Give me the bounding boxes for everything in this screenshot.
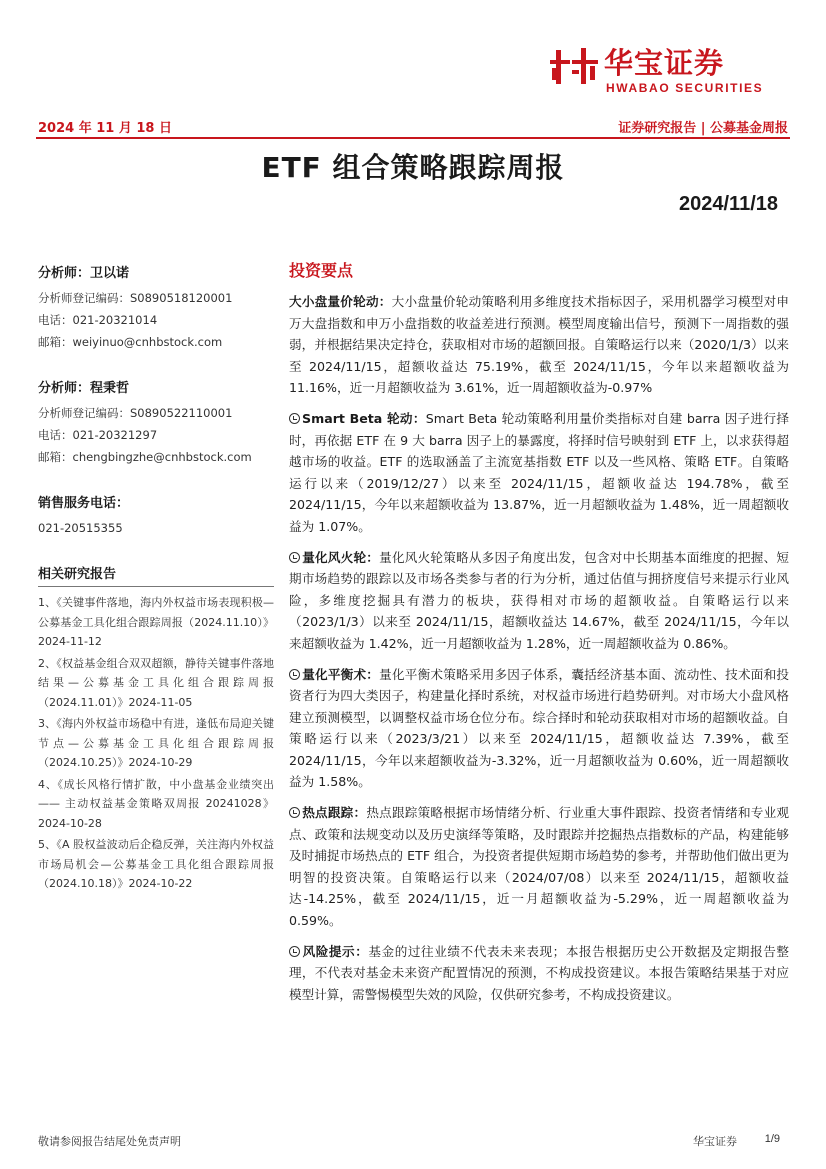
footer-brand: 华宝证券 [693,1135,737,1148]
analyst-reg: 分析师登记编码：S0890522110001 [38,406,233,420]
header-date: 2024 年 11 月 18 日 [38,121,172,136]
related-reports-title: 相关研究报告 [38,563,274,587]
related-report-item: 2、《权益基金组合双双超额，静待关键事件落地结果—公募基金工具化组合跟踪周报（2024.11.01）》2024-11-05 [38,656,274,709]
sales-phone: 021-20515355 [38,521,123,535]
key-point-paragraph [289,547,789,655]
footer-disclaimer: 敬请参阅报告结尾处免责声明 [38,1135,181,1148]
checkmark-bullet-icon [289,413,300,424]
sales-label: 销售服务电话： [38,496,130,511]
key-point-body: 量化平衡术策略采用多因子体系，囊括经济基本面、流动性、技术面和投资者行为四大类因子，构建量化择时系统，对权益市场进行趋势研判。对市场大小盘风格建立预测模型，以调整权益市场仓位分布。综合择时和轮动获取相对市场的超额收益。自策略运行以来（2023/3/21）以来至 2024/11/15，超额收益达 7.39%，截至 2024/11/15，今年以来超额收益为-3.32%，近一月超额收益为 0.60%，近一周超额收益为 1.58%。 [289,666,790,790]
analyst-name: 分析师：卫以诺 [38,266,130,281]
key-point-heading: 热点跟踪： [302,805,367,821]
analyst-reg: 分析师登记编码：S0890518120001 [38,291,233,305]
sidebar [38,262,274,896]
page-title: ETF 组合策略跟踪周报 [261,151,565,184]
analyst-phone: 电话：021-20321297 [38,428,158,442]
analyst-email: 邮箱：weiyinuo@cnhbstock.com [38,335,223,349]
key-point-paragraph [289,291,789,399]
report-date: 2024/11/18 [679,193,778,215]
logo-text-en: HWABAO SECURITIES [606,81,764,95]
section-title: 投资要点 [289,261,354,280]
analyst-phone: 电话：021-20321014 [38,313,158,327]
key-point-body: 热点跟踪策略根据市场情绪分析、行业重大事件跟踪、投资者情绪和专业观点、政策和法规变动以及历史演绎等策略，及时跟踪并挖掘热点指数标的产品，构建能够及时捕捉市场热点的 ETF 组合，为投资者提供短期市场趋势的参考，并帮助他们做出更为明智的投资决策。自策略运行以来（2024/07/08）以来至 2024/11/15，超额收益达-14.25%，截至 2024/11/15，近一月超额收益为-5.29%，近一周超额收益为 0.59%。 [289,805,790,929]
key-point-paragraph [289,802,789,932]
report-tags: 证券研究报告 | 公募基金周报 [618,121,788,136]
key-point-heading: 量化平衡术： [302,666,380,682]
company-logo [548,44,788,96]
logo-text-cn: 华宝证券 [604,46,725,80]
related-report-item: 5、《A 股权益波动后企稳反弹，关注海内外权益市场局机会—公募基金工具化组合跟踪周报（2024.10.18）》2024-10-22 [38,838,274,890]
analyst-block [38,377,274,468]
key-point-body: 基金的过往业绩不代表未来表现；本报告根据历史公开数据及定期报告整理，不代表对基金未来资产配置情况的预测，不构成投资建议。本报告策略结果基于对应模型计算，需警惕模型失效的风险，仅供研究参考，不构成投资建议。 [289,943,790,1002]
analyst-email: 邮箱：chengbingzhe@cnhbstock.com [38,450,252,464]
key-point-body: 量化风火轮策略从多因子角度出发，包含对中长期基本面维度的把握、短期市场趋势的跟踪以及市场各类参与者的行为分析，通过估值与拥挤度信号来提示行业风险，多维度挖掘具有潜力的板块，获得相对市场的超额收益。自策略运行以来（2023/1/3）以来至 2024/11/15，超额收益达 14.67%，截至 2024/11/15，今年以来超额收益为 1.42%，近一月超额收益为 1.28%，近一周超额收益为 0.86%。 [289,549,790,651]
checkmark-bullet-icon [289,669,300,680]
analyst-block [38,262,274,353]
checkmark-bullet-icon [289,946,300,957]
key-point-body: Smart Beta 轮动策略利用量价类指标对自建 barra 因子进行择时，再依据 ETF 在 9 大 barra 因子上的暴露度，将择时信号映射到 ETF 上，以求获得超越市场的收益。ETF 的选取涵盖了主流宽基指数 ETF 以及一些风格、策略 ETF。自策略运行以来（2019/12/27）以来至 2024/11/15，超额收益达 194.78%，截至 2024/11/15，今年以来超额收益为 13.87%，近一月超额收益为 1.48%，近一周超额收益为 1.07%。 [289,410,789,534]
key-point-heading: 风险提示： [302,943,369,959]
key-point-paragraph [289,408,789,538]
key-point-heading: 大小盘量价轮动： [289,294,392,309]
related-report-item: 4、《成长风格行情扩散，中小盘基金业绩突出—— 主动权益基金策略双周报 20241028》2024-10-28 [38,777,274,830]
logo-mark-icon [548,46,600,86]
page-number: 1/9 [764,1133,780,1145]
key-point-heading: Smart Beta 轮动： [302,410,426,426]
checkmark-bullet-icon [289,807,300,818]
related-report-item: 3、《海内外权益市场稳中有进，逢低布局迎关键节点—公募基金工具化组合跟踪周报（2024.10.25）》2024-10-29 [38,717,274,769]
main-content [289,258,789,1014]
key-point-heading: 量化风火轮： [302,549,380,565]
related-report-item: 1、《关键事件落地，海内外权益市场表现积极—公募基金工具化组合跟踪周报（2024.11.10）》2024-11-12 [38,596,274,648]
analyst-name: 分析师：程秉哲 [38,381,130,396]
checkmark-bullet-icon [289,552,300,563]
header-divider [36,137,790,139]
key-point-paragraph [289,941,789,1006]
key-point-paragraph [289,664,789,794]
key-point-body: 大小盘量价轮动策略利用多维度技术指标因子，采用机器学习模型对申万大盘指数和申万小盘指数的收益差进行预测。模型周度输出信号，预测下一周指数的强弱，并根据结果决定持仓，获取相对市场的超额回报。自策略运行以来（2020/1/3）以来至 2024/11/15，超额收益达 75.19%，截至 2024/11/15，今年以来超额收益为 11.16%，近一月超额收益为 3.61%，近一周超额收益为-0.97% [289,294,790,396]
